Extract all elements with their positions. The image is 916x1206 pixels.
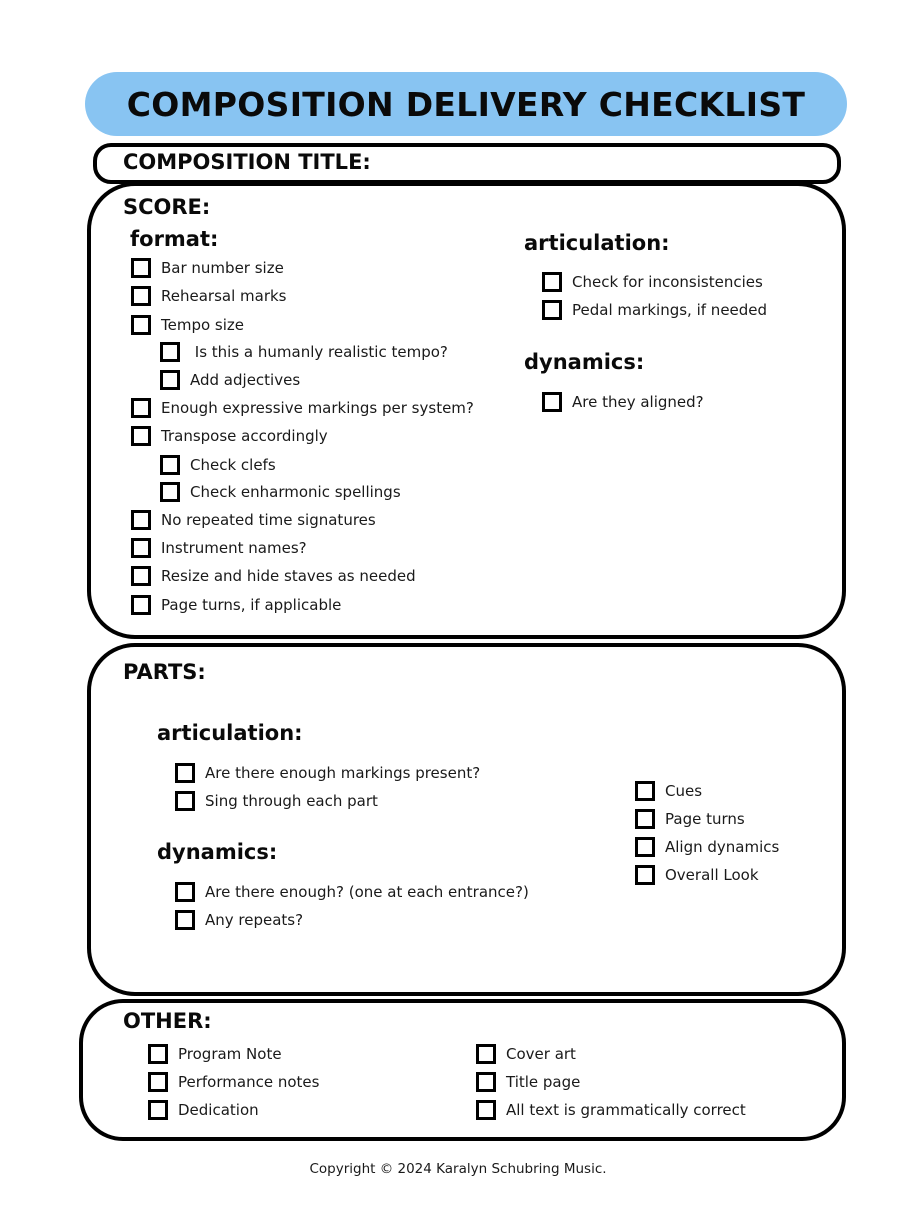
item-label: Are they aligned? — [572, 393, 704, 411]
checkbox-icon[interactable] — [131, 595, 151, 615]
checkbox-icon[interactable] — [131, 398, 151, 418]
checklist-item[interactable] — [175, 791, 378, 811]
other-heading: OTHER: — [123, 1009, 212, 1033]
checklist-item[interactable] — [476, 1100, 746, 1120]
item-label: Pedal markings, if needed — [572, 301, 768, 319]
checklist-item[interactable] — [131, 398, 474, 418]
item-label: Tempo size — [161, 316, 245, 334]
parts-articulation-heading: articulation: — [157, 721, 303, 745]
checkbox-icon[interactable] — [131, 426, 151, 446]
item-label: Rehearsal marks — [161, 287, 287, 305]
checklist-item[interactable] — [131, 258, 284, 278]
composition-title-field[interactable] — [93, 143, 841, 184]
item-label: Align dynamics — [665, 838, 780, 856]
checklist-item[interactable] — [131, 538, 307, 558]
checklist-item[interactable] — [542, 300, 767, 320]
checklist-item[interactable] — [635, 865, 759, 885]
checklist-item[interactable] — [635, 781, 702, 801]
checklist-item[interactable] — [148, 1072, 319, 1092]
item-label: Check enharmonic spellings — [190, 483, 401, 501]
checklist-item[interactable] — [635, 837, 779, 857]
checkbox-icon[interactable] — [160, 455, 180, 475]
checklist-item[interactable] — [476, 1044, 576, 1064]
item-label: Check for inconsistencies — [572, 273, 763, 291]
checkbox-icon[interactable] — [542, 272, 562, 292]
item-label: Page turns, if applicable — [161, 596, 342, 614]
checkbox-icon[interactable] — [542, 392, 562, 412]
checklist-item[interactable] — [175, 763, 480, 783]
item-label: Overall Look — [665, 866, 759, 884]
checkbox-icon[interactable] — [635, 865, 655, 885]
checklist-item[interactable] — [542, 272, 763, 292]
checkbox-icon[interactable] — [131, 286, 151, 306]
item-label: Cover art — [506, 1045, 576, 1063]
score-heading: SCORE: — [123, 195, 211, 219]
checkbox-icon[interactable] — [476, 1072, 496, 1092]
checkbox-icon[interactable] — [175, 791, 195, 811]
copyright-footer: Copyright © 2024 Karalyn Schubring Music. — [309, 1161, 607, 1177]
item-label: Is this a humanly realistic tempo? — [190, 343, 448, 361]
item-label: Any repeats? — [205, 911, 304, 929]
checklist-item[interactable] — [131, 595, 341, 615]
checklist-item[interactable] — [131, 426, 328, 446]
checkbox-icon[interactable] — [148, 1100, 168, 1120]
checkbox-icon[interactable] — [542, 300, 562, 320]
checkbox-icon[interactable] — [175, 910, 195, 930]
checklist-item[interactable] — [160, 455, 276, 475]
checklist-item[interactable] — [160, 370, 300, 390]
item-label: Instrument names? — [161, 539, 307, 557]
parts-dynamics-heading: dynamics: — [157, 840, 278, 864]
checkbox-icon[interactable] — [131, 538, 151, 558]
checkbox-icon[interactable] — [635, 781, 655, 801]
checkbox-icon[interactable] — [131, 566, 151, 586]
parts-heading: PARTS: — [123, 660, 206, 684]
checklist-item[interactable] — [476, 1072, 580, 1092]
checkbox-icon[interactable] — [131, 315, 151, 335]
item-label: Add adjectives — [190, 371, 301, 389]
item-label: No repeated time signatures — [161, 511, 376, 529]
item-label: Resize and hide staves as needed — [161, 567, 416, 585]
checklist-item[interactable] — [160, 342, 448, 362]
item-label: Bar number size — [161, 259, 284, 277]
checkbox-icon[interactable] — [148, 1044, 168, 1064]
checklist-item[interactable] — [175, 910, 303, 930]
checkbox-icon[interactable] — [175, 882, 195, 902]
score-dynamics-heading: dynamics: — [524, 350, 645, 374]
item-label: Cues — [665, 782, 703, 800]
checklist-item[interactable] — [131, 510, 376, 530]
checkbox-icon[interactable] — [131, 258, 151, 278]
item-label: Are there enough markings present? — [205, 764, 481, 782]
checkbox-icon[interactable] — [175, 763, 195, 783]
checkbox-icon[interactable] — [148, 1072, 168, 1092]
checkbox-icon[interactable] — [160, 342, 180, 362]
checklist-item[interactable] — [131, 286, 287, 306]
checkbox-icon[interactable] — [160, 482, 180, 502]
item-label: All text is grammatically correct — [506, 1101, 746, 1119]
score-articulation-heading: articulation: — [524, 231, 670, 255]
composition-title-label: COMPOSITION TITLE: — [123, 150, 371, 174]
checklist-item[interactable] — [542, 392, 704, 412]
checkbox-icon[interactable] — [160, 370, 180, 390]
checkbox-icon[interactable] — [635, 837, 655, 857]
checklist-item[interactable] — [160, 482, 401, 502]
checklist-item[interactable] — [635, 809, 745, 829]
checkbox-icon[interactable] — [635, 809, 655, 829]
format-heading: format: — [130, 227, 219, 251]
checkbox-icon[interactable] — [131, 510, 151, 530]
checkbox-icon[interactable] — [476, 1044, 496, 1064]
item-label: Page turns — [665, 810, 745, 828]
item-label: Transpose accordingly — [161, 427, 328, 445]
item-label: Performance notes — [178, 1073, 320, 1091]
item-label: Dedication — [178, 1101, 259, 1119]
page-title: COMPOSITION DELIVERY CHECKLIST — [126, 84, 806, 124]
item-label: Are there enough? (one at each entrance?) — [205, 883, 529, 901]
item-label: Sing through each part — [205, 792, 378, 810]
checklist-item[interactable] — [175, 882, 529, 902]
checklist-item[interactable] — [148, 1044, 282, 1064]
checkbox-icon[interactable] — [476, 1100, 496, 1120]
item-label: Title page — [506, 1073, 581, 1091]
checklist-item[interactable] — [131, 315, 244, 335]
item-label: Program Note — [178, 1045, 282, 1063]
checklist-item[interactable] — [148, 1100, 259, 1120]
item-label: Enough expressive markings per system? — [161, 399, 474, 417]
checklist-item[interactable] — [131, 566, 416, 586]
item-label: Check clefs — [190, 456, 276, 474]
title-banner — [85, 72, 847, 136]
